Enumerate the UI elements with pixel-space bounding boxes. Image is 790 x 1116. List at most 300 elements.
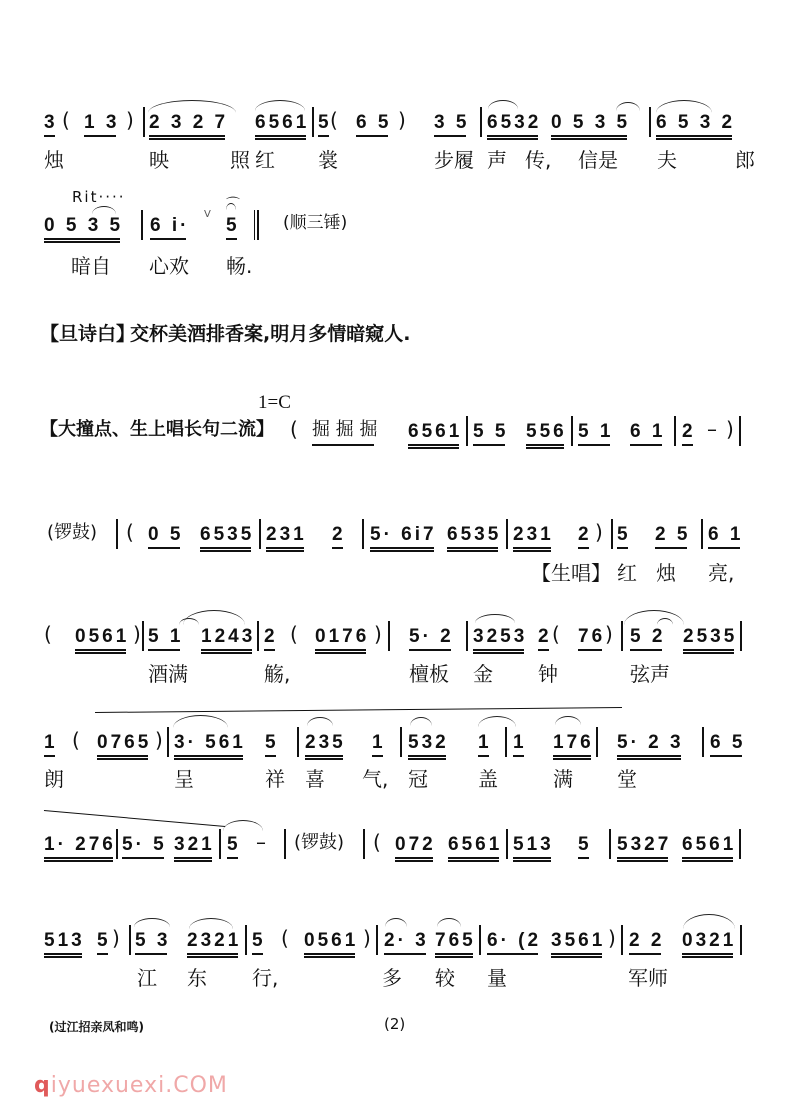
footer-title: (过江招亲凤和鸣) xyxy=(49,1020,144,1034)
lyric-text: 多 xyxy=(382,966,402,990)
beam-line xyxy=(332,547,343,549)
beam-line-secondary xyxy=(149,138,225,140)
beam-line xyxy=(538,649,549,651)
phrase-slur-line xyxy=(95,707,622,713)
beam-line-secondary xyxy=(447,550,498,552)
note-group: 6561 xyxy=(255,112,310,133)
barline xyxy=(702,727,704,757)
lyric-text: 红 xyxy=(255,148,275,172)
lyric-text: 冠 xyxy=(408,767,428,791)
beam-line-secondary xyxy=(526,447,564,449)
beam-line xyxy=(370,547,434,549)
lyric-text: 呈 xyxy=(174,767,194,791)
beam-line xyxy=(629,953,661,955)
note-group: 2 2 xyxy=(629,930,665,951)
barline xyxy=(480,107,482,137)
note-group: 231 xyxy=(513,524,554,545)
bracket-mark: ) xyxy=(726,417,734,441)
barline xyxy=(506,829,508,859)
tempo-mark-ritardando: Rit···· xyxy=(72,188,126,206)
barline xyxy=(505,727,507,757)
lyric-text: 钟 xyxy=(538,662,558,686)
note-group: 6535 xyxy=(447,524,502,545)
bracket-mark: ) xyxy=(374,622,382,646)
barline xyxy=(142,621,144,651)
barline xyxy=(596,727,598,757)
note-group: 2 xyxy=(538,626,552,647)
slur-arc xyxy=(475,614,515,623)
slur-arc xyxy=(683,914,735,929)
note-group: 1243 xyxy=(201,626,256,647)
beam-line xyxy=(630,444,662,446)
beam-line xyxy=(149,135,225,137)
beam-line xyxy=(578,649,602,651)
note-group: 1 xyxy=(372,732,386,753)
beam-line xyxy=(513,547,551,549)
barline xyxy=(571,416,573,446)
bracket-mark: ( xyxy=(44,622,52,646)
barline xyxy=(245,925,247,955)
note-group: 6 1 xyxy=(708,524,744,545)
barline xyxy=(259,519,261,549)
beam-line-secondary xyxy=(174,860,212,862)
barline xyxy=(740,925,742,955)
beam-line-secondary xyxy=(44,241,120,243)
lyric-text: 朗 xyxy=(44,767,64,791)
beam-line xyxy=(201,649,252,651)
beam-line-secondary xyxy=(682,956,733,958)
beam-line-secondary xyxy=(551,956,602,958)
note-group: 5 xyxy=(252,930,266,951)
slur-arc xyxy=(223,820,263,831)
beam-line-secondary xyxy=(513,550,551,552)
beam-line xyxy=(304,953,355,955)
note-group: 5 3 xyxy=(135,930,171,951)
beam-line xyxy=(656,135,732,137)
bracket-mark: ( xyxy=(62,108,70,132)
beam-line-secondary xyxy=(174,758,243,760)
note-group: 6· (2 xyxy=(487,930,542,951)
slur-arc xyxy=(437,918,461,927)
note-group: 556 xyxy=(526,421,567,442)
note-group: 1 xyxy=(513,732,527,753)
beam-line xyxy=(655,547,687,549)
note-group: 6561 xyxy=(682,834,737,855)
beam-line xyxy=(356,135,388,137)
lyric-text: 弦声 xyxy=(630,662,670,686)
lyric-text: 烛 xyxy=(44,148,64,172)
note-group: 5 xyxy=(617,524,631,545)
beam-line-secondary xyxy=(187,956,238,958)
barline xyxy=(363,829,365,859)
note-group: 6561 xyxy=(408,421,463,442)
beam-line xyxy=(578,857,589,859)
barline xyxy=(219,829,221,859)
lyric-text: 步履 xyxy=(434,148,474,172)
lyric-text: 满 xyxy=(553,767,573,791)
beam-line xyxy=(84,135,116,137)
lyric-text: 夫 xyxy=(657,148,677,172)
beam-line xyxy=(226,238,237,240)
note-group: 2321 xyxy=(187,930,242,951)
beam-line xyxy=(97,953,108,955)
slur-arc xyxy=(657,618,673,625)
barline xyxy=(312,107,314,137)
lyric-text: 酒满 xyxy=(148,662,188,686)
lyric-text: 传, xyxy=(525,148,552,172)
note-group: 5 5 xyxy=(473,421,509,442)
lyric-text: 烛 xyxy=(656,561,676,585)
barline xyxy=(479,925,481,955)
percussion-label: (锣鼓) xyxy=(47,522,98,543)
slur-arc xyxy=(488,100,518,109)
beam-line xyxy=(148,547,180,549)
note-group: 5 xyxy=(265,732,279,753)
percussion-syllables: 掘 掘 掘 xyxy=(312,419,378,440)
beam-line xyxy=(44,755,55,757)
bracket-mark: ) xyxy=(155,728,163,752)
beam-line-secondary xyxy=(435,956,473,958)
slur-arc xyxy=(92,206,116,214)
beam-line xyxy=(447,547,498,549)
note-group: 3· 561 xyxy=(174,732,246,753)
note-group: 6561 xyxy=(448,834,503,855)
phrase-slur-line xyxy=(44,810,225,827)
beam-line xyxy=(44,857,113,859)
bracket-mark: – xyxy=(256,830,266,854)
beam-line-secondary xyxy=(304,956,355,958)
bracket-mark: ( xyxy=(72,728,80,752)
beam-line xyxy=(617,547,628,549)
note-group: 5 2 xyxy=(630,626,666,647)
barline xyxy=(167,727,169,757)
bracket-mark: ) xyxy=(126,108,134,132)
barline xyxy=(284,829,286,859)
barline xyxy=(141,210,143,240)
lyric-text: 金 xyxy=(473,662,493,686)
note-group: 6 5 3 2 xyxy=(656,112,736,133)
lyric-text: 行, xyxy=(252,966,279,990)
barline xyxy=(621,925,623,955)
lyric-text: 气, xyxy=(362,767,389,791)
beam-line xyxy=(435,953,473,955)
slur-arc xyxy=(226,203,236,210)
beam-line xyxy=(150,238,186,240)
lyric-text: 量 xyxy=(487,966,507,990)
note-group: 2 xyxy=(578,524,592,545)
lyric-text: 裳 xyxy=(318,148,338,172)
barline xyxy=(611,519,613,549)
lyric-text: 东 xyxy=(187,966,207,990)
lyric-text: 郎 xyxy=(735,148,755,172)
note-group: 0 5 xyxy=(148,524,184,545)
bracket-mark: ( xyxy=(330,108,338,132)
beam-line-secondary xyxy=(448,860,499,862)
note-group: 0561 xyxy=(304,930,359,951)
beam-line-secondary xyxy=(553,758,591,760)
note-group: 513 xyxy=(44,930,85,951)
note-group: 0765 xyxy=(97,732,152,753)
beam-line-secondary xyxy=(408,447,459,449)
beam-line xyxy=(630,649,662,651)
fermata-icon: ⌒ xyxy=(226,197,240,213)
beam-line-secondary xyxy=(683,652,734,654)
lyric-text: 照 xyxy=(230,148,250,172)
beam-line xyxy=(148,649,180,651)
beam-line xyxy=(448,857,499,859)
bracket-mark: ( xyxy=(281,926,289,950)
note-group: 6 i· xyxy=(150,215,190,236)
beam-line xyxy=(227,857,238,859)
barline xyxy=(701,519,703,549)
beam-line xyxy=(473,649,524,651)
watermark-text: iyuexuexi.COM xyxy=(50,1073,228,1098)
bracket-mark: ( xyxy=(126,520,134,544)
lyric-text: 信是 xyxy=(578,148,618,172)
note-group: 0176 xyxy=(315,626,370,647)
barline xyxy=(740,621,742,651)
note-group: 76 xyxy=(578,626,606,647)
beam-line xyxy=(264,649,275,651)
beam-line xyxy=(710,755,742,757)
dialogue-label: 【旦诗白】 xyxy=(40,323,136,345)
barline xyxy=(257,621,259,651)
note-group: 6 5 xyxy=(356,112,392,133)
beam-line xyxy=(708,547,740,549)
beam-line xyxy=(174,755,243,757)
note-group: 231 xyxy=(266,524,307,545)
barline xyxy=(376,925,378,955)
note-group: 5· 6i7 xyxy=(370,524,437,545)
beam-line xyxy=(551,953,602,955)
watermark xyxy=(34,1073,228,1098)
barline xyxy=(466,416,468,446)
slur-arc xyxy=(555,716,581,725)
percussion-label: (锣鼓) xyxy=(294,832,345,853)
note-group: 1· 276 xyxy=(44,834,116,855)
beam-line-secondary xyxy=(44,860,113,862)
slur-arc xyxy=(148,100,236,113)
beam-line-secondary xyxy=(305,758,343,760)
beam-line-secondary xyxy=(75,652,126,654)
beam-line-secondary xyxy=(370,550,434,552)
lyric-text: 畅. xyxy=(226,254,253,278)
beam-line xyxy=(174,857,212,859)
slur-arc xyxy=(624,610,684,625)
barline xyxy=(116,829,118,859)
beam-line xyxy=(122,857,164,859)
beam-line-secondary xyxy=(551,138,627,140)
beam-line-secondary xyxy=(513,860,551,862)
beam-line-secondary xyxy=(255,138,306,140)
note-group: 2 3 2 7 xyxy=(149,112,229,133)
barline xyxy=(739,416,741,446)
note-group: 235 xyxy=(305,732,346,753)
note-group: 5· 5 xyxy=(122,834,167,855)
beam-line xyxy=(478,755,489,757)
beam-line-secondary xyxy=(266,550,304,552)
beam-line-secondary xyxy=(408,758,446,760)
lyric-text: 【生唱】 xyxy=(531,561,611,585)
bracket-mark: ( xyxy=(552,622,560,646)
note-group: 6 1 xyxy=(630,421,666,442)
beam-line xyxy=(551,135,627,137)
barline xyxy=(466,621,468,651)
beam-line xyxy=(513,857,551,859)
slur-arc xyxy=(134,918,170,927)
note-group: 0321 xyxy=(682,930,737,951)
lyric-text: 喜 xyxy=(305,767,325,791)
beam-line xyxy=(384,953,426,955)
lyric-text: 盖 xyxy=(478,767,498,791)
bracket-mark: – xyxy=(707,417,717,441)
beam-line-secondary xyxy=(201,652,252,654)
beam-line xyxy=(312,444,374,446)
note-group: 176 xyxy=(553,732,594,753)
note-group: 3561 xyxy=(551,930,606,951)
note-group: 1 xyxy=(478,732,492,753)
note-group: 3 xyxy=(44,112,58,133)
note-group: 0561 xyxy=(75,626,130,647)
bracket-mark: ) xyxy=(608,926,616,950)
note-group: 2 xyxy=(264,626,278,647)
beam-line xyxy=(617,755,681,757)
note-group: 5· 2 xyxy=(409,626,454,647)
beam-line-secondary xyxy=(487,138,538,140)
slur-arc xyxy=(255,100,305,111)
slur-arc xyxy=(656,100,712,113)
beam-line xyxy=(513,755,524,757)
beam-line xyxy=(408,755,446,757)
beam-line-secondary xyxy=(617,860,668,862)
barline xyxy=(143,107,145,137)
beam-line xyxy=(487,953,538,955)
beam-line xyxy=(395,857,433,859)
key-signature: 1=C xyxy=(258,392,291,413)
bracket-mark: ( xyxy=(290,417,298,441)
note-group: 0 5 3 5 xyxy=(551,112,631,133)
section-annotation: (顺三锤) xyxy=(283,213,348,233)
beam-line-secondary xyxy=(473,652,524,654)
beam-line xyxy=(315,649,366,651)
note-group: 1 3 xyxy=(84,112,120,133)
section-label: 【大撞点、生上唱长句二流】 xyxy=(40,419,274,440)
barline xyxy=(649,107,651,137)
watermark-logo-icon: q xyxy=(34,1073,51,1098)
lyric-text: 堂 xyxy=(617,767,637,791)
note-group: 6532 xyxy=(487,112,542,133)
beam-line xyxy=(473,444,505,446)
note-group: 321 xyxy=(174,834,215,855)
lyric-text: 祥 xyxy=(265,767,285,791)
lyric-text: 亮, xyxy=(708,561,735,585)
note-group: 6535 xyxy=(200,524,255,545)
beam-line xyxy=(255,135,306,137)
lyric-text: 较 xyxy=(435,966,455,990)
beam-line xyxy=(252,953,263,955)
lyric-text: 檀板 xyxy=(409,662,449,686)
beam-line xyxy=(682,444,693,446)
bracket-mark: ( xyxy=(290,622,298,646)
barline xyxy=(621,621,623,651)
bracket-mark: ) xyxy=(112,926,120,950)
barline xyxy=(739,829,741,859)
lyric-text: 军师 xyxy=(628,966,668,990)
barline xyxy=(362,519,364,549)
beam-line-secondary xyxy=(395,860,433,862)
slur-arc xyxy=(189,918,233,929)
lyric-text: 暗自 xyxy=(71,254,111,278)
beam-line xyxy=(408,444,459,446)
barline xyxy=(297,727,299,757)
note-group: 5 1 xyxy=(578,421,614,442)
slur-arc xyxy=(385,918,407,927)
beam-line xyxy=(75,649,126,651)
beam-line xyxy=(553,755,591,757)
bracket-mark: ( xyxy=(373,830,381,854)
final-double-barline xyxy=(254,210,259,240)
slur-arc xyxy=(410,717,432,726)
barline xyxy=(388,621,390,651)
note-group: 2535 xyxy=(683,626,738,647)
note-group: 072 xyxy=(395,834,436,855)
beam-line xyxy=(434,135,466,137)
note-group: 532 xyxy=(408,732,449,753)
note-group: 2 xyxy=(332,524,346,545)
beam-line xyxy=(266,547,304,549)
beam-line xyxy=(682,857,733,859)
beam-line-secondary xyxy=(656,138,732,140)
barline xyxy=(674,416,676,446)
beam-line-secondary xyxy=(97,758,148,760)
lyric-text: 江 xyxy=(137,966,157,990)
page-number: (2) xyxy=(384,1015,406,1033)
note-group: 513 xyxy=(513,834,554,855)
note-group: 5 xyxy=(227,834,241,855)
bracket-mark: ) xyxy=(595,520,603,544)
beam-line xyxy=(44,238,120,240)
note-group: 5327 xyxy=(617,834,672,855)
lyric-text: 觞, xyxy=(264,662,291,686)
note-group: 2 5 xyxy=(655,524,691,545)
note-group: 5 xyxy=(318,112,332,133)
beam-line xyxy=(578,444,610,446)
note-group: 0 5 3 5 xyxy=(44,215,124,236)
bracket-mark: ) xyxy=(363,926,371,950)
note-group: 1 xyxy=(44,732,58,753)
slur-arc xyxy=(307,717,333,726)
note-group: 3253 xyxy=(473,626,528,647)
slur-arc xyxy=(616,102,640,111)
barline xyxy=(116,519,118,549)
beam-line xyxy=(683,649,734,651)
slur-arc xyxy=(173,715,228,728)
beam-line xyxy=(135,953,167,955)
barline xyxy=(129,925,131,955)
beam-line-secondary xyxy=(315,652,366,654)
beam-line xyxy=(265,755,276,757)
note-group: 2· 3 xyxy=(384,930,429,951)
beam-line-secondary xyxy=(617,758,681,760)
note-group: 5· 2 3 xyxy=(617,732,684,753)
beam-line xyxy=(682,953,733,955)
slur-arc xyxy=(179,618,199,625)
barline xyxy=(506,519,508,549)
note-group: 765 xyxy=(435,930,476,951)
beam-line xyxy=(372,755,383,757)
lyric-text: 声 xyxy=(487,148,507,172)
bracket-mark: ) xyxy=(398,108,406,132)
